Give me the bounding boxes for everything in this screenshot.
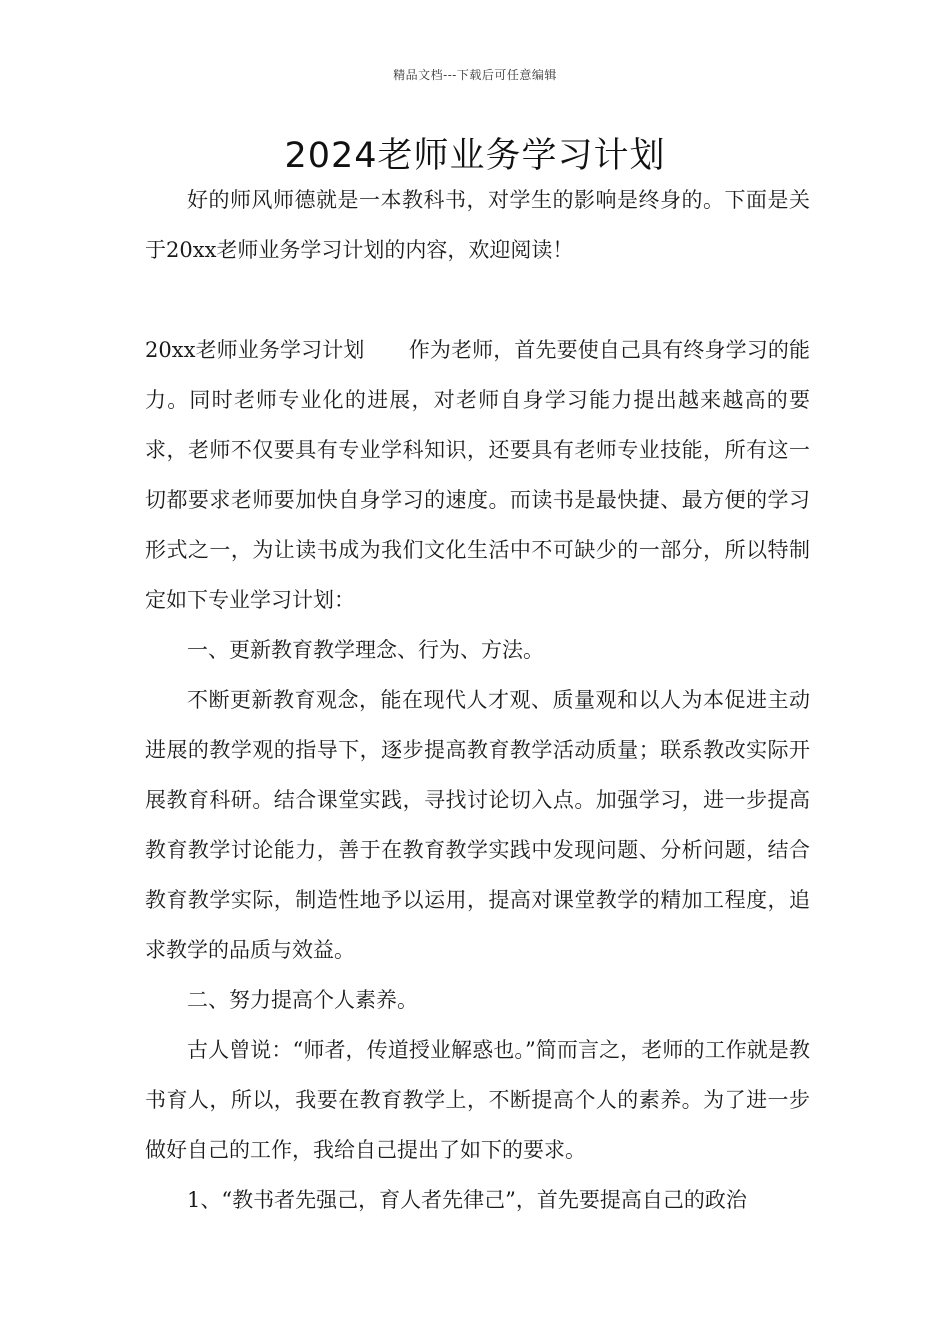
document-body (145, 175, 810, 1225)
item1-paragraph: 1、“教书者先强己，育人者先律己”，首先要提高自己的政治 (187, 1188, 747, 1212)
paragraph-gap (145, 275, 810, 325)
page-header-note: 精品文档---下载后可任意编辑 (393, 68, 557, 82)
point2-body: 古人曾说：“师者，传道授业解惑也。”简而言之，老师的工作就是教书育人，所以，我要在教育教学上，不断提高个人的素养。为了进一步做好自己的工作，我给自己提出了如下的要求。 (145, 1038, 810, 1162)
point1-title: 一、更新教育教学理念、行为、方法。 (187, 638, 544, 662)
intro-paragraph: 好的师风师德就是一本教科书，对学生的影响是终身的。下面是关于20xx老师业务学习计划的内容，欢迎阅读！ (145, 188, 810, 262)
section-paragraph (145, 325, 810, 625)
point2-title: 二、努力提高个人素养。 (187, 988, 418, 1012)
point1-body: 不断更新教育观念，能在现代人才观、质量观和以人为本促进主动进展的教学观的指导下，逐步提高教育教学活动质量；联系教改实际开展教育科研。结合课堂实践，寻找讨论切入点。加强学习，进一步提高教育教学讨论能力，善于在教育教学实践中发现问题、分析问题，结合教育教学实际，制造性地予以运用，提高对课堂教学的精加工程度，追求教学的品质与效益。 (145, 688, 810, 962)
document-title: 2024老师业务学习计划 (284, 136, 666, 176)
section-heading: 20xx老师业务学习计划 (145, 338, 365, 362)
section-body: 作为老师，首先要使自己具有终身学习的能力。同时老师专业化的进展，对老师自身学习能力提出越来越高的要求，老师不仅要具有专业学科知识，还要具有老师专业技能，所有这一切都要求老师要加快自身学习的速度。而读书是最快捷、最方便的学习形式之一，为让读书成为我们文化生活中不可缺少的一部分，所以特制定如下专业学习计划： (145, 338, 810, 612)
